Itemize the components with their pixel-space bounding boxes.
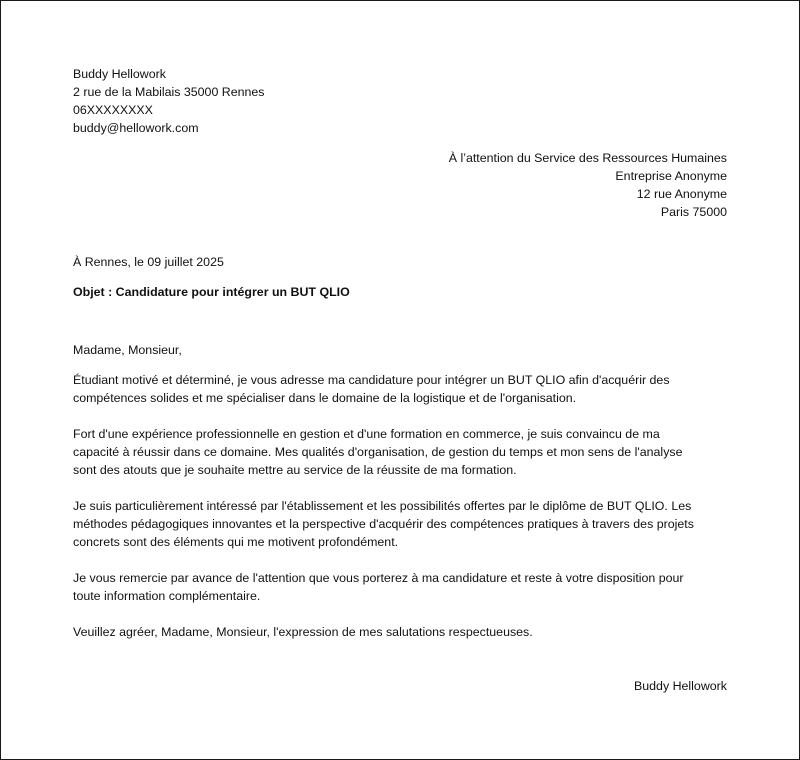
sender-address: 2 rue de la Mabilais 35000 Rennes [73, 85, 265, 99]
paragraph-line: Je vous remercie par avance de l'attention que vous porterez à ma candidature et reste à votre disposition pour [73, 571, 684, 585]
paragraph-line: sont des atouts que je souhaite mettre au service de la réussite de ma formation. [73, 463, 517, 477]
paragraph-line: toute information complémentaire. [73, 589, 261, 603]
body-paragraph [73, 371, 729, 407]
recipient-city: Paris 75000 [660, 205, 727, 219]
sender-email: buddy@hellowork.com [73, 121, 199, 135]
paragraph-line: Fort d'une expérience professionnelle en gestion et d'une formation en commerce, je suis convaincu de ma [73, 427, 660, 441]
sender-name: Buddy Hellowork [73, 67, 166, 81]
place-date: À Rennes, le 09 juillet 2025 [73, 255, 224, 269]
signature: Buddy Hellowork [634, 679, 727, 693]
paragraph-line: méthodes pédagogiques innovantes et la perspective d'acquérir des compétences pratiques à travers des projets [73, 517, 694, 531]
paragraph-line: compétences solides et me spécialiser dans le domaine de la logistique et de l'organisation. [73, 391, 577, 405]
paragraph-line: Étudiant motivé et déterminé, je vous adresse ma candidature pour intégrer un BUT QLIO afin d'acquérir des [73, 373, 670, 387]
paragraph-line: Je suis particulièrement intéressé par l'établissement et les possibilités offertes par le diplôme de BUT QLIO. Les [73, 499, 692, 513]
salutation: Madame, Monsieur, [73, 343, 182, 357]
sender-phone: 06XXXXXXXX [73, 103, 153, 117]
paragraph-line: capacité à réussir dans ce domaine. Mes qualités d'organisation, de gestion du temps et mon sens de l'analyse [73, 445, 683, 459]
body-paragraph [73, 497, 729, 551]
recipient-company: Entreprise Anonyme [615, 169, 727, 183]
recipient-street: 12 rue Anonyme [636, 187, 727, 201]
paragraph-line: concrets sont des éléments qui me motivent profondément. [73, 535, 399, 549]
subject-line: Objet : Candidature pour intégrer un BUT QLIO [73, 285, 350, 299]
closing-formula: Veuillez agréer, Madame, Monsieur, l'expression de mes salutations respectueuses. [73, 625, 533, 639]
body-paragraph [73, 569, 729, 605]
recipient-attention: À l’attention du Service des Ressources Humaines [448, 151, 727, 165]
body-paragraph [73, 425, 729, 479]
